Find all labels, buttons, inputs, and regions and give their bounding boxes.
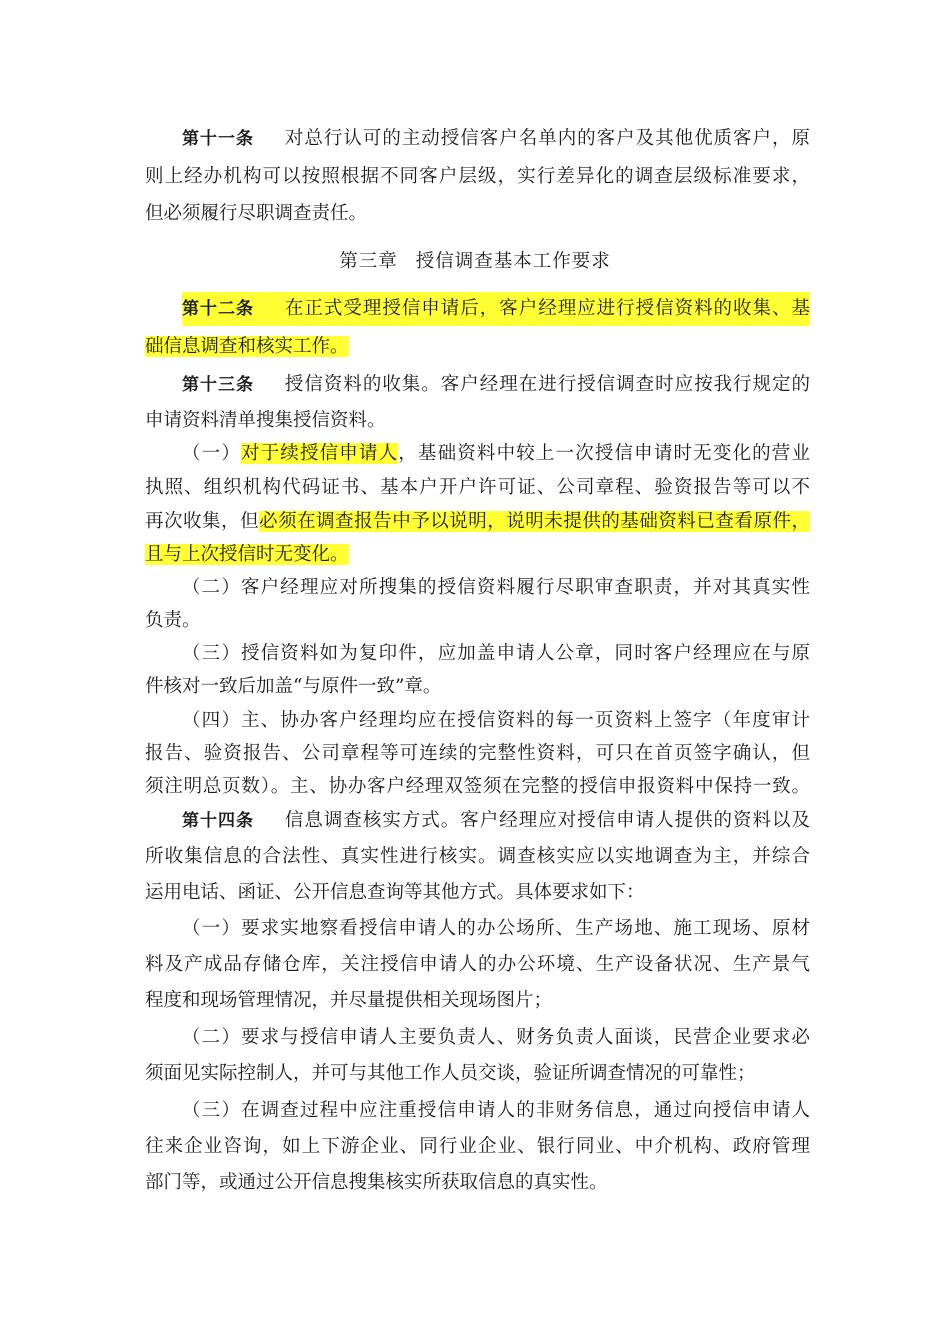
article-14-line-3: 运用电话、函证、公开信息查询等其他方式。具体要求如下： [145,882,645,903]
highlight-no-change: 且与上次授信时无变化。 [145,544,349,565]
article-13-text: 授信资料的收集。客户经理在进行授信调查时应按我行规定的 [283,374,810,395]
article-13-item-4-line-3: 须注明总页数）。主、协办客户经理双签须在完整的授信申报资料中保持一致。 [145,776,810,797]
article-14-line-1 [182,804,810,838]
article-13-label: 第十三条 [182,375,254,395]
article-14-text: 信息调查核实方式。客户经理应对授信申请人提供的资料以及 [283,810,810,831]
article-12-highlight-1 [182,292,810,326]
article-14-label: 第十四条 [182,811,254,831]
item-number: （一） [182,443,241,464]
article-11-text: 对总行认可的主动授信客户名单内的客户及其他优质客户，原 [283,128,810,149]
item-text: ，基础资料中较上一次授信申请时无变化的营业 [398,443,810,464]
article-11-line-3: 但必须履行尽职调查责任。 [145,203,368,224]
chapter-title: 授信调查基本工作要求 [415,251,611,272]
article-14-item-1-line-2: 料及产成品存储仓库，关注授信申请人的办公环境、生产设备状况、生产景气 [145,954,810,975]
article-13-item-2-line-2: 负责。 [145,610,201,631]
article-12-label: 第十二条 [182,299,254,319]
article-14-item-1-line-3: 程度和现场管理情况，并尽量提供相关现场图片； [145,990,553,1011]
article-13-item-1-line-4 [145,538,810,572]
item-text: 再次收集，但 [145,511,260,532]
article-11-label: 第十一条 [182,129,254,149]
article-13-item-3-line-1: （三）授信资料如为复印件，应加盖申请人公章，同时客户经理应在与原 [182,643,810,664]
article-14-item-3-line-3: 部门等，或通过公开信息搜集核实所获取信息的真实性。 [145,1172,608,1193]
article-12-line-2 [145,330,810,364]
article-11-line-1 [182,122,810,156]
article-13-line-2: 申请资料清单搜集授信资料。 [145,410,386,431]
article-14-item-2-line-1: （二）要求与授信申请人主要负责人、财务负责人面谈，民营企业要求必 [182,1027,810,1048]
article-14-line-2: 所收集信息的合法性、真实性进行核实。调查核实应以实地调查为主，并综合 [145,846,810,867]
article-12-text: 在正式受理授信申请后，客户经理应进行授信资料的收集、基 [283,298,810,319]
article-11-line-2: 则上经办机构可以按照根据不同客户层级，实行差异化的调查层级标准要求， [145,166,810,187]
highlight-renewal-applicant: 对于续授信申请人 [240,443,399,464]
highlight-report-note: 必须在调查报告中予以说明，说明未提供的基础资料已查看原件， [259,511,810,532]
article-14-item-1-line-1: （一）要求实地察看授信申请人的办公场所、生产场地、施工现场、原材 [182,918,810,939]
article-14-item-2-line-2: 须面见实际控制人，并可与其他工作人员交谈，验证所调查情况的可靠性； [145,1063,756,1084]
article-13-item-1-line-2: 执照、组织机构代码证书、基本户开户许可证、公司章程、验资报告等可以不 [145,477,810,498]
article-13-item-1-line-3 [145,505,810,539]
article-13-item-1-line-1 [182,437,810,471]
article-13-item-3-line-2: 件核对一致后加盖“与原件一致”章。 [145,676,442,697]
article-12-line-1 [182,292,810,326]
article-13-item-4-line-1: （四）主、协办客户经理均应在授信资料的每一页资料上签字（年度审计 [182,710,810,731]
article-13-item-2-line-1: （二）客户经理应对所搜集的授信资料履行尽职审查职责，并对其真实性 [182,577,810,598]
article-13-line-1 [182,368,810,402]
article-14-item-3-line-1: （三）在调查过程中应注重授信申请人的非财务信息，通过向授信申请人 [182,1100,810,1121]
chapter-number: 第三章 [339,251,398,272]
article-14-item-3-line-2: 往来企业咨询，如上下游企业、同行业企业、银行同业、中介机构、政府管理 [145,1136,810,1157]
chapter-heading [0,245,950,279]
article-13-item-4-line-2: 报告、验资报告、公司章程等可连续的完整性资料，可只在首页签字确认，但 [145,743,810,764]
article-12-highlight-2: 础信息调查和核实工作。 [145,336,349,357]
